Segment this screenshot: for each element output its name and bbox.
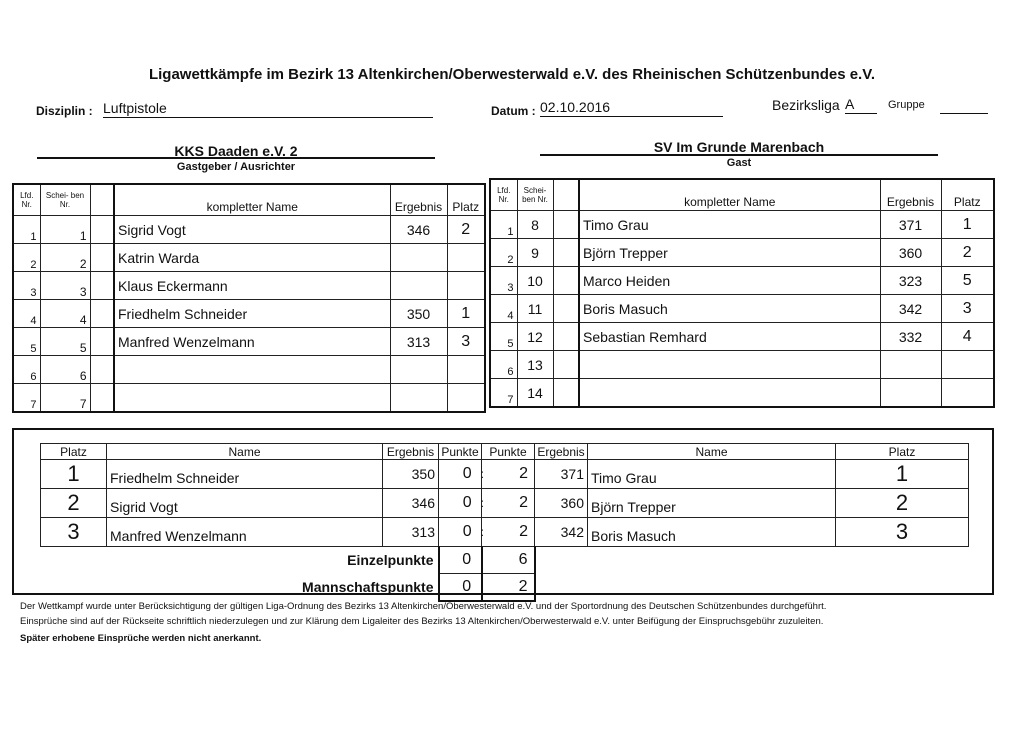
- summary-home-punkte: 0 :: [439, 489, 482, 518]
- summary-guest-ergebnis-header: Ergebnis: [535, 444, 588, 460]
- guest-scheibe: 11: [517, 295, 553, 323]
- guest-platz: 3: [941, 295, 994, 323]
- einzelpunkte-home: 0 :: [439, 547, 482, 574]
- summary-home-ergebnis: 346: [383, 489, 439, 518]
- home-platz: 2: [447, 216, 485, 244]
- home-team-underline: [37, 157, 435, 159]
- guest-spacer: [553, 351, 579, 379]
- home-spacer: [90, 272, 114, 300]
- summary-spacer: [41, 547, 107, 574]
- guest-name: [579, 379, 880, 408]
- home-team-role: Gastgeber / Ausrichter: [176, 161, 296, 173]
- home-spacer: [90, 244, 114, 272]
- summary-table: [40, 443, 969, 602]
- table-row: [490, 351, 994, 379]
- home-platz: 3: [447, 328, 485, 356]
- guest-platz-header: Platz: [941, 179, 994, 211]
- home-scheibe: 3: [40, 272, 90, 300]
- summary-guest-ergebnis: 371: [535, 460, 588, 489]
- home-lfd-header: Lfd. Nr.: [13, 184, 40, 216]
- summary-guest-ergebnis: 360: [535, 489, 588, 518]
- guest-table-header: [490, 179, 994, 211]
- einzelpunkte-guest: 6: [482, 547, 535, 574]
- home-scheibe: 2: [40, 244, 90, 272]
- table-row: [13, 328, 485, 356]
- guest-spacer: [553, 211, 579, 239]
- guest-ergebnis: 342: [880, 295, 941, 323]
- summary-home-ergebnis-header: Ergebnis: [383, 444, 439, 460]
- summary-home-name: Manfred Wenzelmann: [107, 518, 383, 547]
- home-lfd: 1: [13, 216, 40, 244]
- einzelpunkte-label: Einzelpunkte: [347, 552, 434, 569]
- home-scheiben-header: Schei- ben Nr.: [40, 184, 90, 216]
- home-platz: 1: [447, 300, 485, 328]
- bezirksliga-value: A: [845, 96, 855, 112]
- home-lfd: 4: [13, 300, 40, 328]
- gruppe-label: Gruppe: [888, 99, 925, 111]
- home-name-header: kompletter Name: [114, 184, 390, 216]
- summary-guest-punkte: 2: [482, 460, 535, 489]
- disziplin-value: Luftpistole: [103, 100, 167, 116]
- summary-guest-platz: 2: [836, 489, 969, 518]
- guest-lfd: 1: [490, 211, 517, 239]
- summary-spacer: [535, 574, 969, 602]
- home-scheibe: 6: [40, 356, 90, 384]
- summary-home-ergebnis: 350: [383, 460, 439, 489]
- guest-ergebnis: 332: [880, 323, 941, 351]
- guest-spacer: [553, 239, 579, 267]
- summary-guest-name-header: Name: [588, 444, 836, 460]
- summary-spacer: [535, 547, 969, 574]
- home-name: Katrin Warda: [114, 244, 390, 272]
- home-scheibe: 5: [40, 328, 90, 356]
- guest-ergebnis: 371: [880, 211, 941, 239]
- guest-platz: [941, 351, 994, 379]
- guest-platz: 2: [941, 239, 994, 267]
- einzelpunkte-row: [41, 547, 969, 574]
- guest-team-role: Gast: [726, 157, 752, 169]
- table-row: [490, 211, 994, 239]
- guest-spacer: [553, 323, 579, 351]
- disziplin-label: Disziplin :: [36, 104, 93, 118]
- home-scheibe: 1: [40, 216, 90, 244]
- table-row: [13, 244, 485, 272]
- guest-scheibe: 14: [517, 379, 553, 408]
- table-row: [41, 489, 969, 518]
- home-ergebnis: [390, 272, 447, 300]
- guest-scheibe: 10: [517, 267, 553, 295]
- summary-home-punkte: 0 :: [439, 460, 482, 489]
- home-name: [114, 384, 390, 413]
- home-name: Klaus Eckermann: [114, 272, 390, 300]
- guest-scheiben-header: Schei- ben Nr.: [517, 179, 553, 211]
- summary-spacer: [41, 574, 107, 602]
- home-scheibe: 7: [40, 384, 90, 413]
- guest-team-underline: [540, 154, 938, 156]
- home-platz: [447, 356, 485, 384]
- summary-header: [41, 444, 969, 460]
- home-spacer: [90, 300, 114, 328]
- table-row: [41, 518, 969, 547]
- home-spacer: [90, 216, 114, 244]
- summary-guest-platz: 3: [836, 518, 969, 547]
- table-row: [490, 323, 994, 351]
- home-name: Manfred Wenzelmann: [114, 328, 390, 356]
- summary-home-ergebnis: 313: [383, 518, 439, 547]
- guest-scheibe: 8: [517, 211, 553, 239]
- summary-guest-platz: 1: [836, 460, 969, 489]
- bezirksliga-field: [845, 96, 877, 114]
- home-ergebnis: [390, 244, 447, 272]
- guest-spacer: [553, 379, 579, 408]
- table-row: [490, 295, 994, 323]
- guest-ergebnis: [880, 351, 941, 379]
- summary-guest-platz-header: Platz: [836, 444, 969, 460]
- guest-scheibe: 9: [517, 239, 553, 267]
- guest-platz: 4: [941, 323, 994, 351]
- summary-home-platz: 2: [41, 489, 107, 518]
- home-lfd: 5: [13, 328, 40, 356]
- guest-name: Boris Masuch: [579, 295, 880, 323]
- disziplin-field: [103, 100, 433, 118]
- summary-guest-name: Björn Trepper: [588, 489, 836, 518]
- home-table-header: [13, 184, 485, 216]
- guest-lfd: 6: [490, 351, 517, 379]
- guest-name: Timo Grau: [579, 211, 880, 239]
- home-lfd: 6: [13, 356, 40, 384]
- guest-name-header: kompletter Name: [579, 179, 880, 211]
- guest-blank-header: [553, 179, 579, 211]
- guest-name: Sebastian Remhard: [579, 323, 880, 351]
- table-row: [13, 356, 485, 384]
- guest-name: Marco Heiden: [579, 267, 880, 295]
- footer-line-2: Einsprüche sind auf der Rückseite schriftlich niederzulegen und zur Klärung dem Ligaleiter des Bezirks 13 Altenkirchen/Oberwesterwald e.V. unter Beifügung der Einspruchsgebühr zuzuleiten.: [20, 616, 824, 627]
- home-spacer: [90, 384, 114, 413]
- guest-platz: [941, 379, 994, 408]
- summary-guest-punkte-header: Punkte: [482, 444, 535, 460]
- summary-guest-ergebnis: 342: [535, 518, 588, 547]
- summary-home-platz-header: Platz: [41, 444, 107, 460]
- summary-home-name-header: Name: [107, 444, 383, 460]
- home-team-name: KKS Daaden e.V. 2: [174, 143, 298, 159]
- home-lfd: 3: [13, 272, 40, 300]
- guest-scheibe: 13: [517, 351, 553, 379]
- guest-spacer: [553, 295, 579, 323]
- guest-lfd: 2: [490, 239, 517, 267]
- guest-ergebnis: 323: [880, 267, 941, 295]
- summary-home-platz: 1: [41, 460, 107, 489]
- form-title: Ligawettkämpfe im Bezirk 13 Altenkirchen/Oberwesterwald e.V. des Rheinischen Schützenbundes e.V.: [148, 66, 876, 83]
- home-ergebnis: 350: [390, 300, 447, 328]
- guest-players-table: [489, 178, 995, 408]
- mannschaftspunkte-guest: 2: [482, 574, 535, 602]
- home-platz: [447, 244, 485, 272]
- home-spacer: [90, 356, 114, 384]
- home-blank-header: [90, 184, 114, 216]
- home-scheibe: 4: [40, 300, 90, 328]
- datum-value: 02.10.2016: [540, 99, 611, 115]
- guest-lfd: 3: [490, 267, 517, 295]
- summary-guest-punkte: 2: [482, 489, 535, 518]
- guest-lfd: 4: [490, 295, 517, 323]
- table-row: [490, 267, 994, 295]
- gruppe-field: [940, 96, 988, 114]
- summary-guest-name: Boris Masuch: [588, 518, 836, 547]
- home-name: Sigrid Vogt: [114, 216, 390, 244]
- table-row: [490, 379, 994, 408]
- home-platz: [447, 272, 485, 300]
- summary-home-name: Sigrid Vogt: [107, 489, 383, 518]
- bezirksliga-label: Bezirksliga: [772, 97, 840, 113]
- table-row: [13, 216, 485, 244]
- table-row: [41, 460, 969, 489]
- guest-ergebnis: [880, 379, 941, 408]
- home-ergebnis: 313: [390, 328, 447, 356]
- guest-ergebnis-header: Ergebnis: [880, 179, 941, 211]
- home-ergebnis: [390, 356, 447, 384]
- home-lfd: 7: [13, 384, 40, 413]
- guest-platz: 5: [941, 267, 994, 295]
- mannschaftspunkte-label: Mannschaftspunkte: [302, 579, 434, 596]
- guest-name: [579, 351, 880, 379]
- home-name: [114, 356, 390, 384]
- table-row: [13, 300, 485, 328]
- datum-label: Datum :: [491, 104, 536, 118]
- guest-name: Björn Trepper: [579, 239, 880, 267]
- table-row: [13, 272, 485, 300]
- home-spacer: [90, 328, 114, 356]
- summary-guest-name: Timo Grau: [588, 460, 836, 489]
- summary-guest-punkte: 2: [482, 518, 535, 547]
- home-name: Friedhelm Schneider: [114, 300, 390, 328]
- mannschaftspunkte-home: 0 :: [439, 574, 482, 602]
- guest-ergebnis: 360: [880, 239, 941, 267]
- home-platz-header: Platz: [447, 184, 485, 216]
- guest-platz: 1: [941, 211, 994, 239]
- home-ergebnis: 346: [390, 216, 447, 244]
- home-lfd: 2: [13, 244, 40, 272]
- guest-spacer: [553, 267, 579, 295]
- guest-lfd: 5: [490, 323, 517, 351]
- guest-lfd-header: Lfd. Nr.: [490, 179, 517, 211]
- guest-scheibe: 12: [517, 323, 553, 351]
- summary-home-platz: 3: [41, 518, 107, 547]
- table-row: [13, 384, 485, 413]
- home-platz: [447, 384, 485, 413]
- guest-team-name: SV Im Grunde Marenbach: [653, 139, 825, 155]
- home-players-table: [12, 183, 486, 413]
- footer-line-1: Der Wettkampf wurde unter Berücksichtigung der gültigen Liga-Ordnung des Bezirks 13 Altenkirchen/Oberwesterwald e.V. und der Sportordnung des Deutschen Schützenbundes durchgeführt.: [20, 601, 827, 612]
- footer-line-3: Später erhobene Einsprüche werden nicht anerkannt.: [20, 633, 262, 644]
- summary-home-name: Friedhelm Schneider: [107, 460, 383, 489]
- home-ergebnis: [390, 384, 447, 413]
- table-row: [490, 239, 994, 267]
- datum-field: [540, 99, 723, 117]
- summary-home-punkte: 0 :: [439, 518, 482, 547]
- guest-lfd: 7: [490, 379, 517, 408]
- mannschaftspunkte-row: [41, 574, 969, 602]
- summary-home-punkte-header: Punkte: [439, 444, 482, 460]
- home-ergebnis-header: Ergebnis: [390, 184, 447, 216]
